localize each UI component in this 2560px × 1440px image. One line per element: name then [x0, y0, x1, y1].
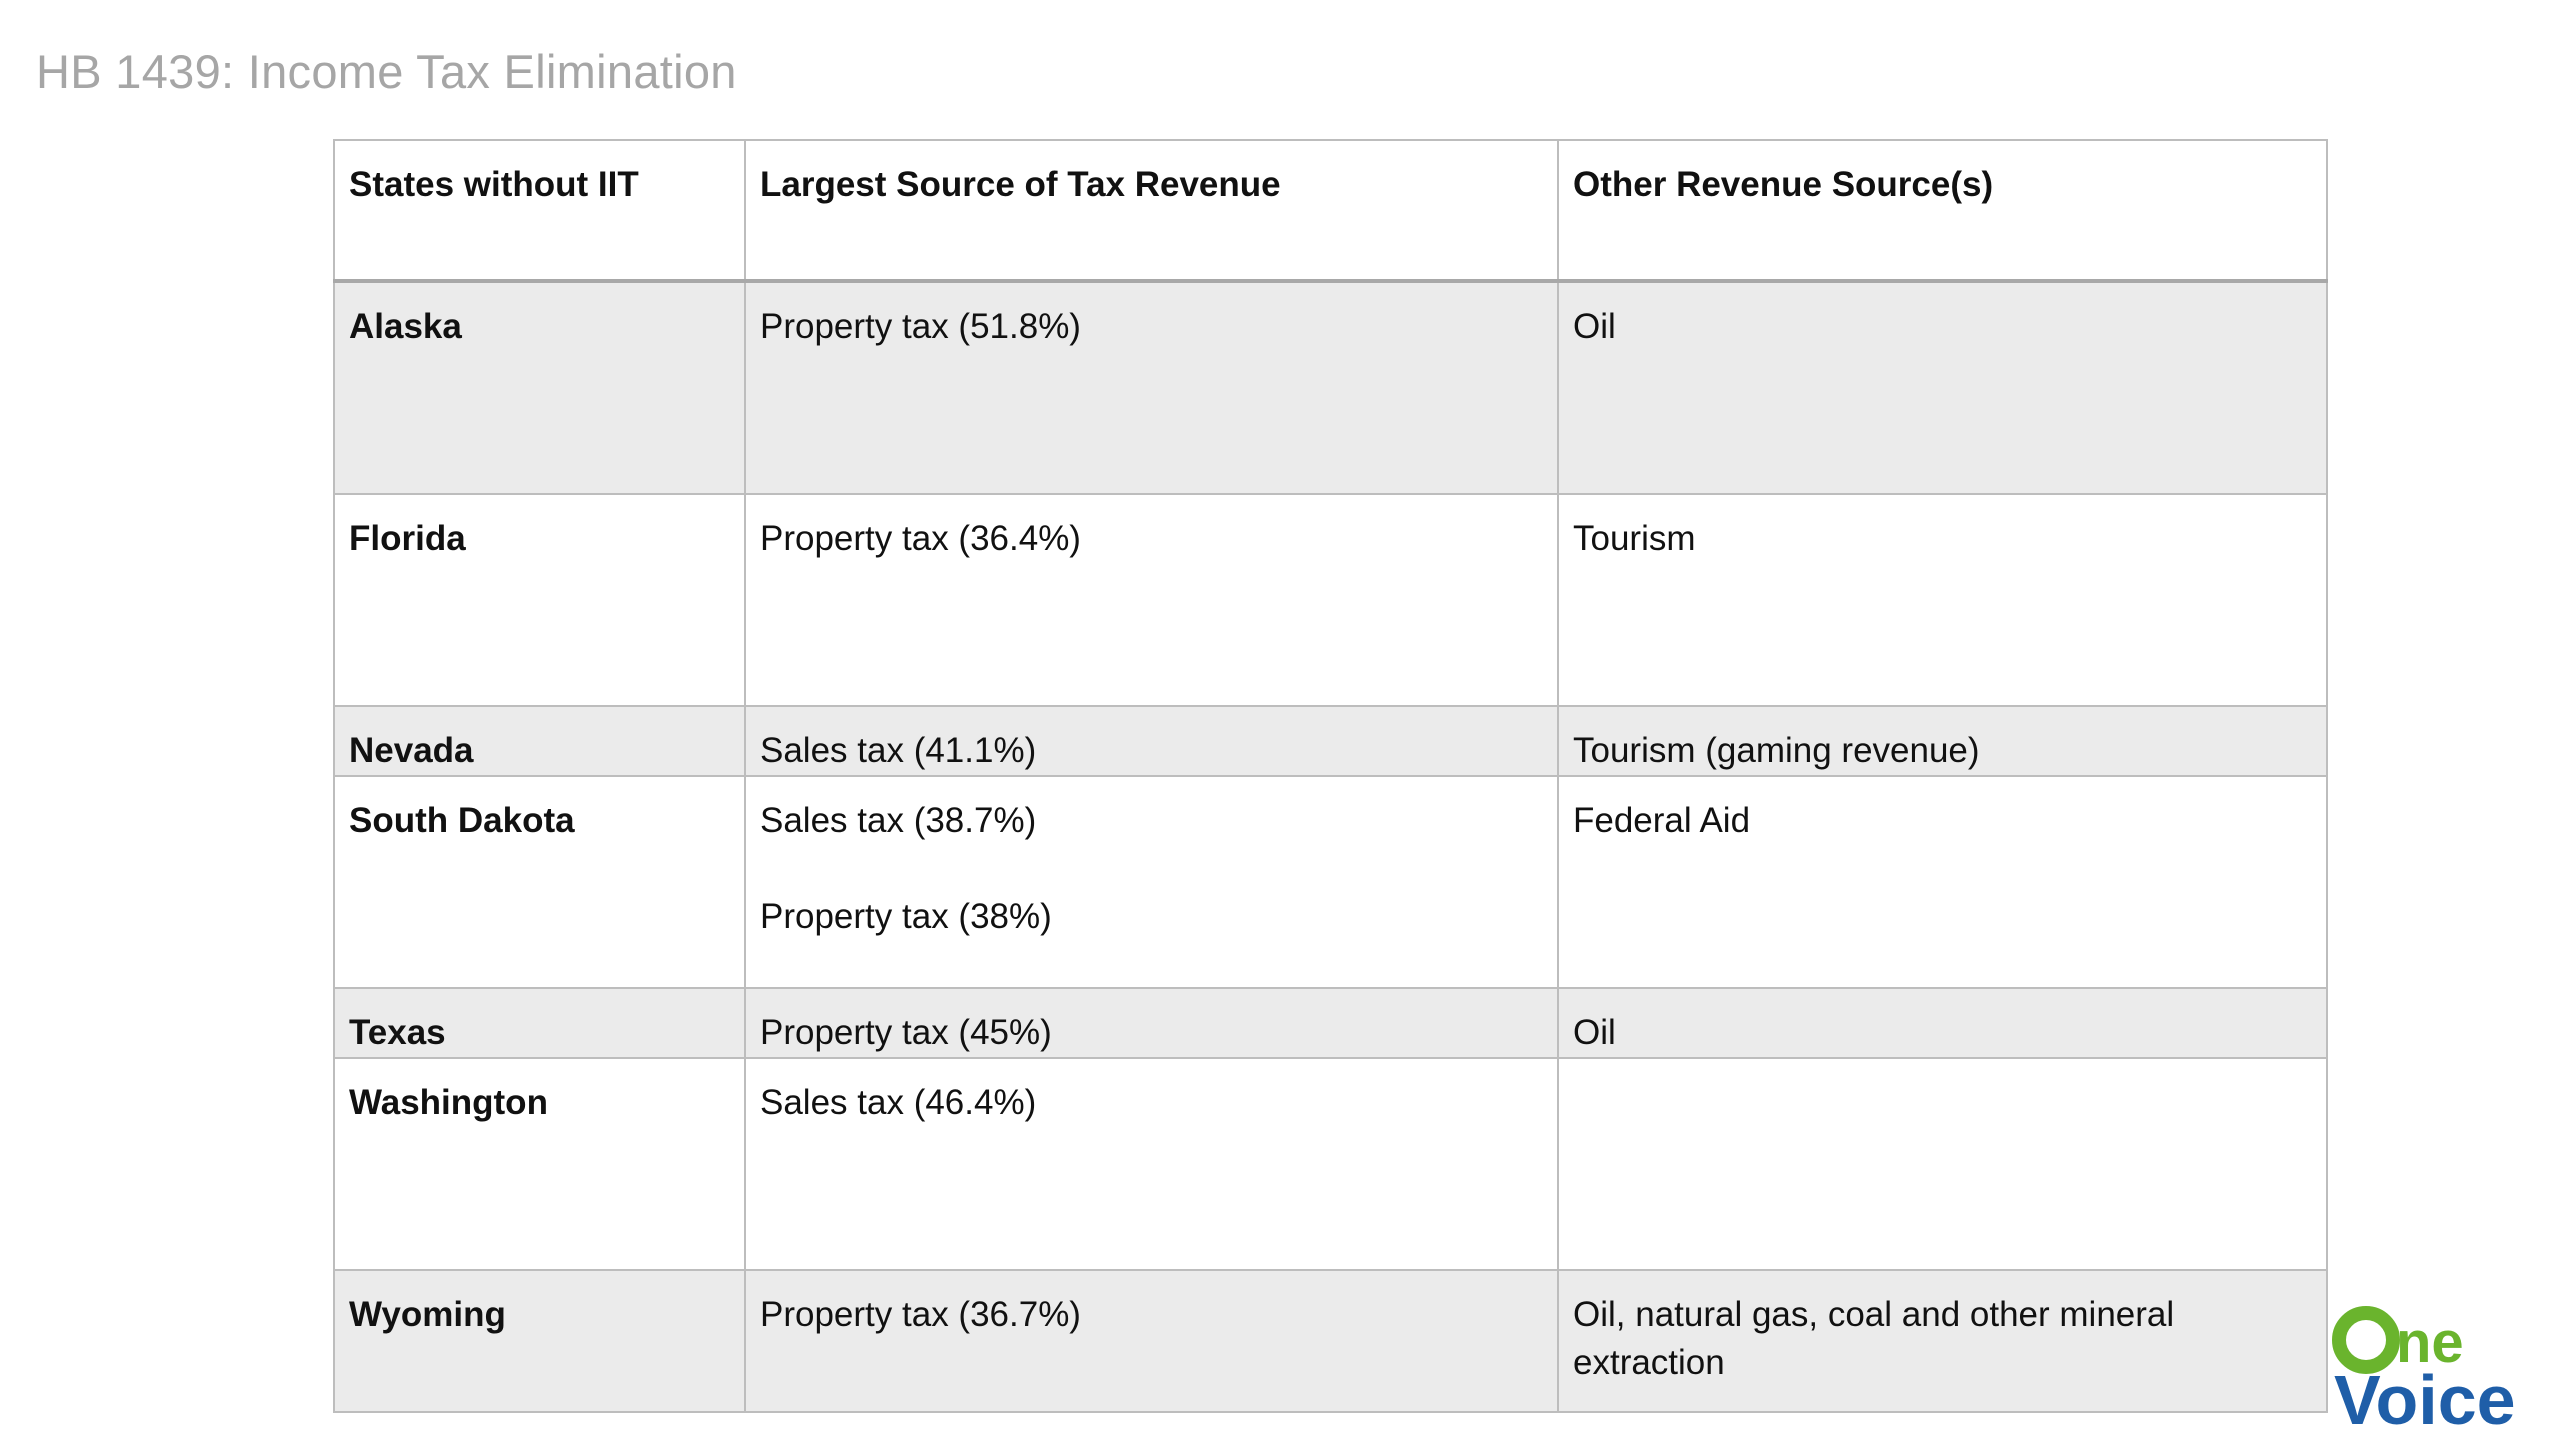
- state-cell: Nevada: [334, 706, 745, 776]
- table-row: [334, 706, 2327, 776]
- other-source-cell: Tourism (gaming revenue): [1558, 706, 2327, 776]
- state-cell: South Dakota: [334, 776, 745, 988]
- largest-source-line-1: Sales tax (38.7%): [760, 801, 1037, 840]
- state-cell: Texas: [334, 988, 745, 1058]
- other-source-cell: Federal Aid: [1558, 776, 2327, 988]
- state-cell: Washington: [334, 1058, 745, 1270]
- state-cell: Alaska: [334, 281, 745, 494]
- other-source-cell: [1558, 1058, 2327, 1270]
- header-other-sources: Other Revenue Source(s): [1558, 140, 2327, 281]
- largest-source-cell: [745, 776, 1558, 988]
- other-source-cell: Oil, natural gas, coal and other mineral extraction: [1558, 1270, 2327, 1412]
- largest-source-cell: Property tax (36.4%): [745, 494, 1558, 706]
- logo-o-ring: [2339, 1313, 2393, 1367]
- table-row: [334, 1058, 2327, 1270]
- largest-source-cell: Sales tax (41.1%): [745, 706, 1558, 776]
- table-row: [334, 988, 2327, 1058]
- header-largest-source: Largest Source of Tax Revenue: [745, 140, 1558, 281]
- slide-title: HB 1439: Income Tax Elimination: [36, 45, 737, 98]
- table-row: [334, 776, 2327, 988]
- revenue-table: [333, 139, 2328, 1413]
- largest-source-line-2: Property tax (38%): [760, 897, 1052, 936]
- header-states: States without IIT: [334, 140, 745, 281]
- one-voice-logo: [2328, 1290, 2544, 1432]
- table-row: [334, 281, 2327, 494]
- other-source-cell: Oil: [1558, 281, 2327, 494]
- largest-source-cell: Property tax (51.8%): [745, 281, 1558, 494]
- table-row: [334, 1270, 2327, 1412]
- other-source-cell: Tourism: [1558, 494, 2327, 706]
- logo-word-one: ne: [2396, 1310, 2464, 1375]
- logo-word-voice: Voice: [2334, 1361, 2516, 1432]
- state-cell: Wyoming: [334, 1270, 745, 1412]
- table-header-row: [334, 140, 2327, 281]
- largest-source-cell: Property tax (36.7%): [745, 1270, 1558, 1412]
- largest-source-cell: Property tax (45%): [745, 988, 1558, 1058]
- other-source-cell: Oil: [1558, 988, 2327, 1058]
- table-row: [334, 494, 2327, 706]
- state-cell: Florida: [334, 494, 745, 706]
- largest-source-cell: Sales tax (46.4%): [745, 1058, 1558, 1270]
